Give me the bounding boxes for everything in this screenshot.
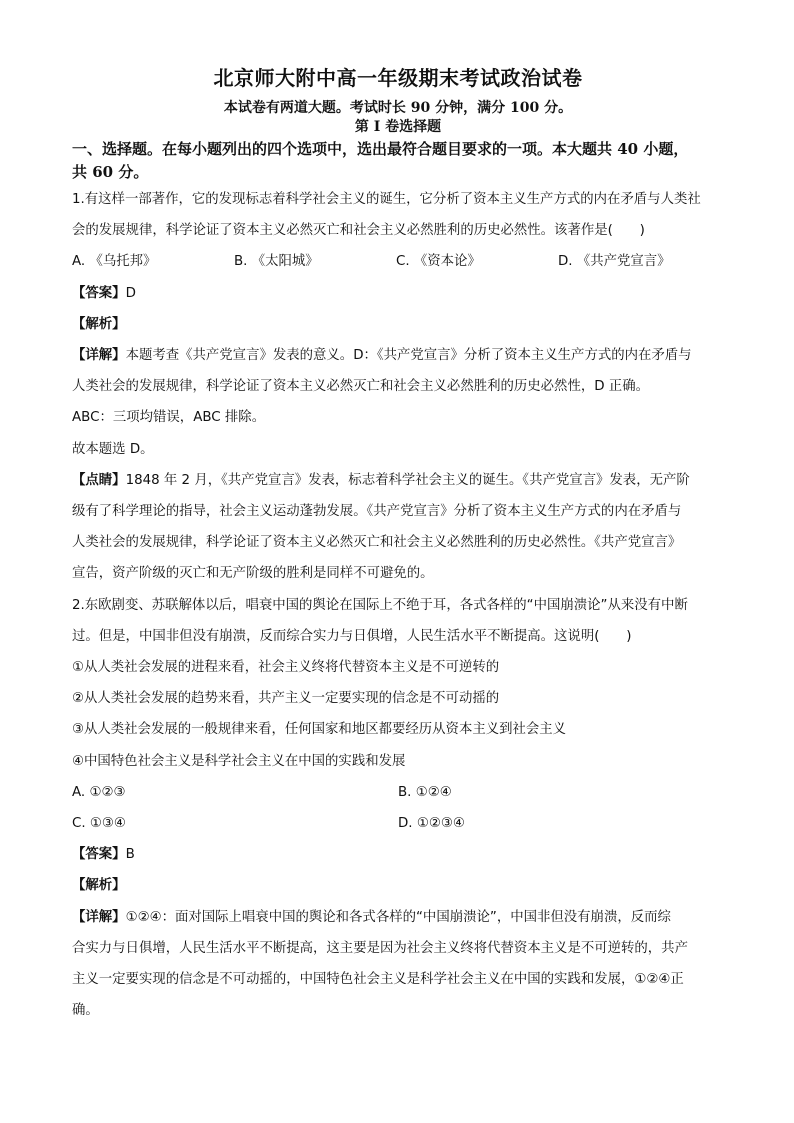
q1-stem-line-2: 会的发展规律，科学论证了资本主义必然灭亡和社会主义必然胜利的历史必然性。该著作是( ) [72, 223, 645, 239]
q1-detail-line-4: 故本题选 D。 [72, 441, 154, 457]
q1-tip-line-1 [72, 465, 724, 496]
q2-answer [72, 839, 724, 870]
q1-answer-tag: 【答案】 [72, 285, 126, 301]
q1-option-b: B. 《太阳城》 [234, 254, 319, 270]
q2-detail-line-3: 主义一定要实现的信念是不可动摇的，中国特色社会主义是科学社会主义在中国的实践和发展，①②④正 [72, 972, 684, 988]
q2-item-1: ①从人类社会发展的进程来看，社会主义终将代替资本主义是不可逆转的 [72, 660, 500, 676]
instructions-line-1: 一、选择题。在每小题列出的四个选项中，选出最符合题目要求的一项。本大题共 40 小题， [72, 140, 689, 158]
q1-options [72, 246, 724, 277]
q2-stem-line-2: 过。但是，中国非但没有崩溃，反而综合实力与日俱增，人民生活水平不断提高。这说明( ) [72, 628, 632, 644]
question-2 [72, 590, 724, 1027]
q2-option-a: A. ①②③ [72, 784, 126, 800]
q2-option-c: C. ①③④ [72, 816, 126, 832]
section-title: 第 I 卷选择题 [354, 119, 442, 135]
q1-tip-line-3: 人类社会的发展规律，科学论证了资本主义必然灭亡和社会主义必然胜利的历史必然性。《共产党宣言》 [72, 535, 682, 551]
q1-option-d: D. 《共产党宣言》 [558, 254, 671, 270]
q2-options-row-2 [72, 808, 724, 839]
q2-detail-text-1: ①②④：面对国际上唱衰中国的舆论和各式各样的“中国崩溃论”，中国非但没有崩溃，反而综 [125, 909, 671, 925]
q1-tip-text-1: 1848 年 2 月，《共产党宣言》发表，标志着科学社会主义的诞生。《共产党宣言》发表，无产阶 [125, 472, 690, 488]
q2-detail-line-2: 合实力与日俱增，人民生活水平不断提高，这主要是因为社会主义终将代替资本主义是不可逆转的，共产 [72, 940, 688, 956]
q2-item-2: ②从人类社会发展的趋势来看，共产主义一定要实现的信念是不可动摇的 [72, 691, 500, 707]
q2-answer-tag: 【答案】 [72, 847, 126, 863]
q2-options-row-1 [72, 777, 724, 808]
q2-option-b: B. ①②④ [398, 784, 452, 800]
q1-tip-tag: 【点睛】 [72, 472, 126, 488]
q1-stem-line-1: 1.有这样一部著作，它的发现标志着科学社会主义的诞生，它分析了资本主义生产方式的内在矛盾与人类社 [72, 192, 701, 207]
q2-detail-line-4: 确。 [72, 1003, 99, 1019]
q2-analysis-tag: 【解析】 [72, 878, 126, 894]
q2-option-d: D. ①②③④ [398, 816, 465, 832]
q1-analysis-tag: 【解析】 [72, 316, 126, 332]
q1-tip-line-4: 宣告，资产阶级的灭亡和无产阶级的胜利是同样不可避免的。 [72, 566, 434, 582]
q1-answer [72, 278, 724, 309]
q1-tip-line-2: 级有了科学理论的指导，社会主义运动蓬勃发展。《共产党宣言》分析了资本主义生产方式的内在矛盾与 [72, 504, 682, 520]
exam-page [72, 62, 724, 1026]
instructions-line-2: 共 60 分。 [72, 163, 149, 181]
q1-analysis [72, 309, 724, 340]
page-title: 北京师大附中高一年级期末考试政治试卷 [213, 66, 583, 90]
q1-option-a: A. 《乌托邦》 [72, 254, 157, 270]
q1-detail-line-3: ABC：三项均错误，ABC 排除。 [72, 410, 266, 426]
q2-stem-line-1: 2.东欧剧变、苏联解体以后，唱衰中国的舆论在国际上不绝于耳，各式各样的“中国崩溃论”从来没有中断 [72, 597, 688, 613]
instructions [72, 138, 724, 184]
q2-analysis [72, 870, 724, 901]
q1-detail-line-2: 人类社会的发展规律，科学论证了资本主义必然灭亡和社会主义必然胜利的历史必然性，D 正确。 [72, 379, 649, 395]
q2-detail-tag: 【详解】 [72, 909, 126, 925]
q2-detail-line-1 [72, 902, 724, 933]
question-1 [72, 184, 724, 590]
q1-detail-text-1: 本题考查《共产党宣言》发表的意义。D：《共产党宣言》分析了资本主义生产方式的内在矛盾与 [125, 348, 692, 364]
q2-answer-value: B [125, 847, 135, 863]
q2-item-4: ④中国特色社会主义是科学社会主义在中国的实践和发展 [72, 753, 406, 769]
q1-detail-line-1 [72, 340, 724, 371]
q1-option-c: C. 《资本论》 [396, 254, 481, 270]
q2-item-3: ③从人类社会发展的一般规律来看，任何国家和地区都要经历从资本主义到社会主义 [72, 722, 567, 738]
exam-info: 本试卷有两道大题。考试时长 90 分钟，满分 100 分。 [223, 100, 573, 116]
q1-answer-value: D [125, 285, 136, 301]
q1-detail-tag: 【详解】 [72, 348, 126, 364]
